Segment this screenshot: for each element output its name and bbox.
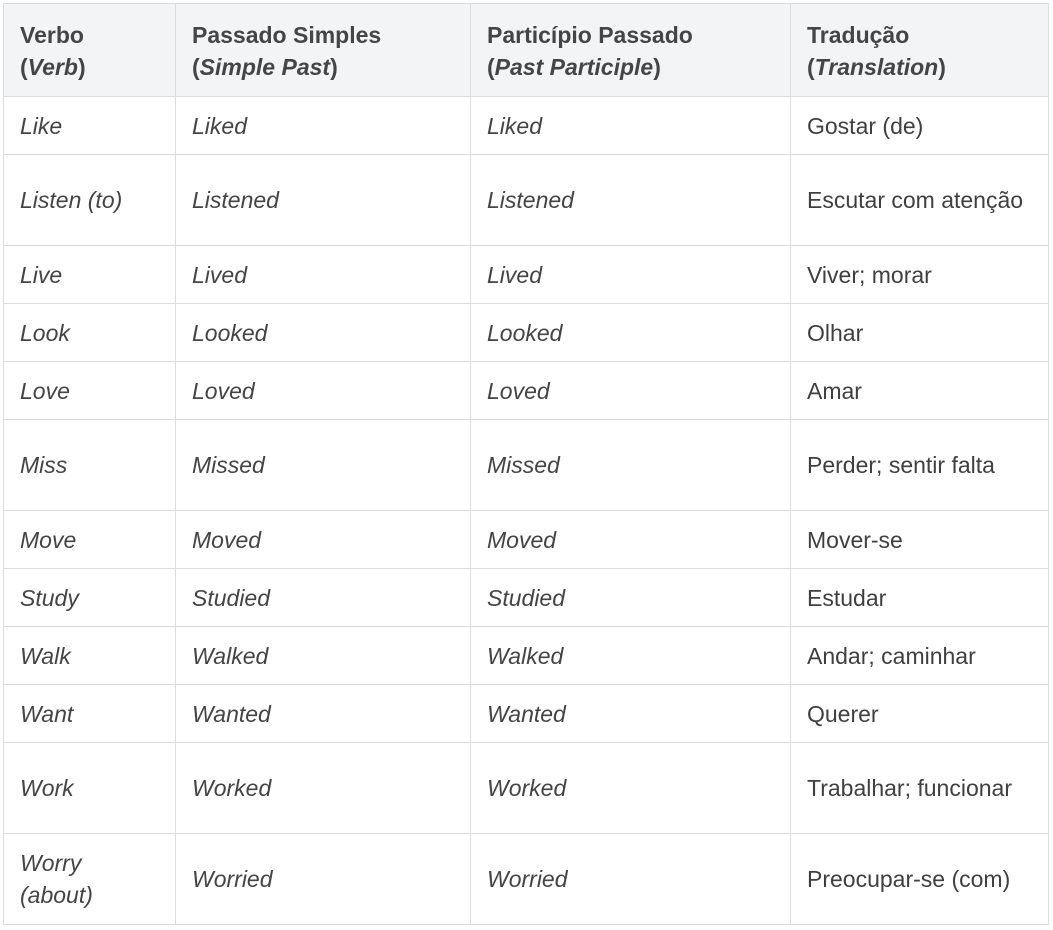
table-header [4,4,1049,97]
table-row [4,304,1049,362]
simple-past-cell: Moved [176,511,471,569]
header-translation-label: Tradução [807,22,910,48]
translation-cell: Trabalhar; funcionar [791,743,1049,834]
header-simple-past-sublabel: Simple Past [199,54,331,80]
verb-cell: Study [4,569,176,627]
table-row [4,155,1049,246]
simple-past-cell: Looked [176,304,471,362]
header-past-participle-sublabel: Past Participle [494,54,654,80]
table-row [4,246,1049,304]
translation-cell: Mover-se [791,511,1049,569]
table-row [4,743,1049,834]
simple-past-cell: Walked [176,627,471,685]
table-row [4,569,1049,627]
verb-cell: Live [4,246,176,304]
translation-cell: Andar; caminhar [791,627,1049,685]
header-translation-sublabel: Translation [814,54,939,80]
past-participle-cell: Worked [471,743,791,834]
past-participle-cell: Looked [471,304,791,362]
table-body [4,97,1049,925]
past-participle-cell: Missed [471,420,791,511]
table-row [4,685,1049,743]
header-past-participle-label: Particípio Passado [487,22,693,48]
table-row [4,511,1049,569]
simple-past-cell: Worked [176,743,471,834]
verb-table-container [3,3,1049,925]
header-verb: Verbo (Verb) [4,4,176,97]
simple-past-cell: Loved [176,362,471,420]
header-past-participle: Particípio Passado (Past Participle) [471,4,791,97]
past-participle-cell: Moved [471,511,791,569]
simple-past-cell: Liked [176,97,471,155]
past-participle-cell: Liked [471,97,791,155]
verb-cell: Want [4,685,176,743]
simple-past-cell: Missed [176,420,471,511]
verb-cell: Listen (to) [4,155,176,246]
translation-cell: Escutar com atenção [791,155,1049,246]
translation-cell: Querer [791,685,1049,743]
table-row [4,97,1049,155]
header-verb-label: Verbo [20,22,84,48]
verb-cell: Miss [4,420,176,511]
past-participle-cell: Walked [471,627,791,685]
translation-cell: Estudar [791,569,1049,627]
verb-cell: Love [4,362,176,420]
header-row [4,4,1049,97]
verb-table [3,3,1049,925]
past-participle-cell: Loved [471,362,791,420]
header-simple-past: Passado Simples (Simple Past) [176,4,471,97]
table-row [4,627,1049,685]
table-row [4,834,1049,925]
simple-past-cell: Lived [176,246,471,304]
verb-cell: Like [4,97,176,155]
verb-cell: Look [4,304,176,362]
simple-past-cell: Listened [176,155,471,246]
translation-cell: Gostar (de) [791,97,1049,155]
past-participle-cell: Studied [471,569,791,627]
past-participle-cell: Worried [471,834,791,925]
simple-past-cell: Worried [176,834,471,925]
simple-past-cell: Studied [176,569,471,627]
simple-past-cell: Wanted [176,685,471,743]
translation-cell: Amar [791,362,1049,420]
past-participle-cell: Listened [471,155,791,246]
verb-cell: Work [4,743,176,834]
table-row [4,362,1049,420]
verb-cell: Walk [4,627,176,685]
translation-cell: Perder; sentir falta [791,420,1049,511]
table-row [4,420,1049,511]
verb-cell: Move [4,511,176,569]
translation-cell: Preocupar-se (com) [791,834,1049,925]
header-verb-sublabel: Verb [27,54,78,80]
translation-cell: Viver; morar [791,246,1049,304]
header-simple-past-label: Passado Simples [192,22,382,48]
past-participle-cell: Lived [471,246,791,304]
translation-cell: Olhar [791,304,1049,362]
header-translation: Tradução (Translation) [791,4,1049,97]
past-participle-cell: Wanted [471,685,791,743]
verb-cell: Worry (about) [4,834,176,925]
